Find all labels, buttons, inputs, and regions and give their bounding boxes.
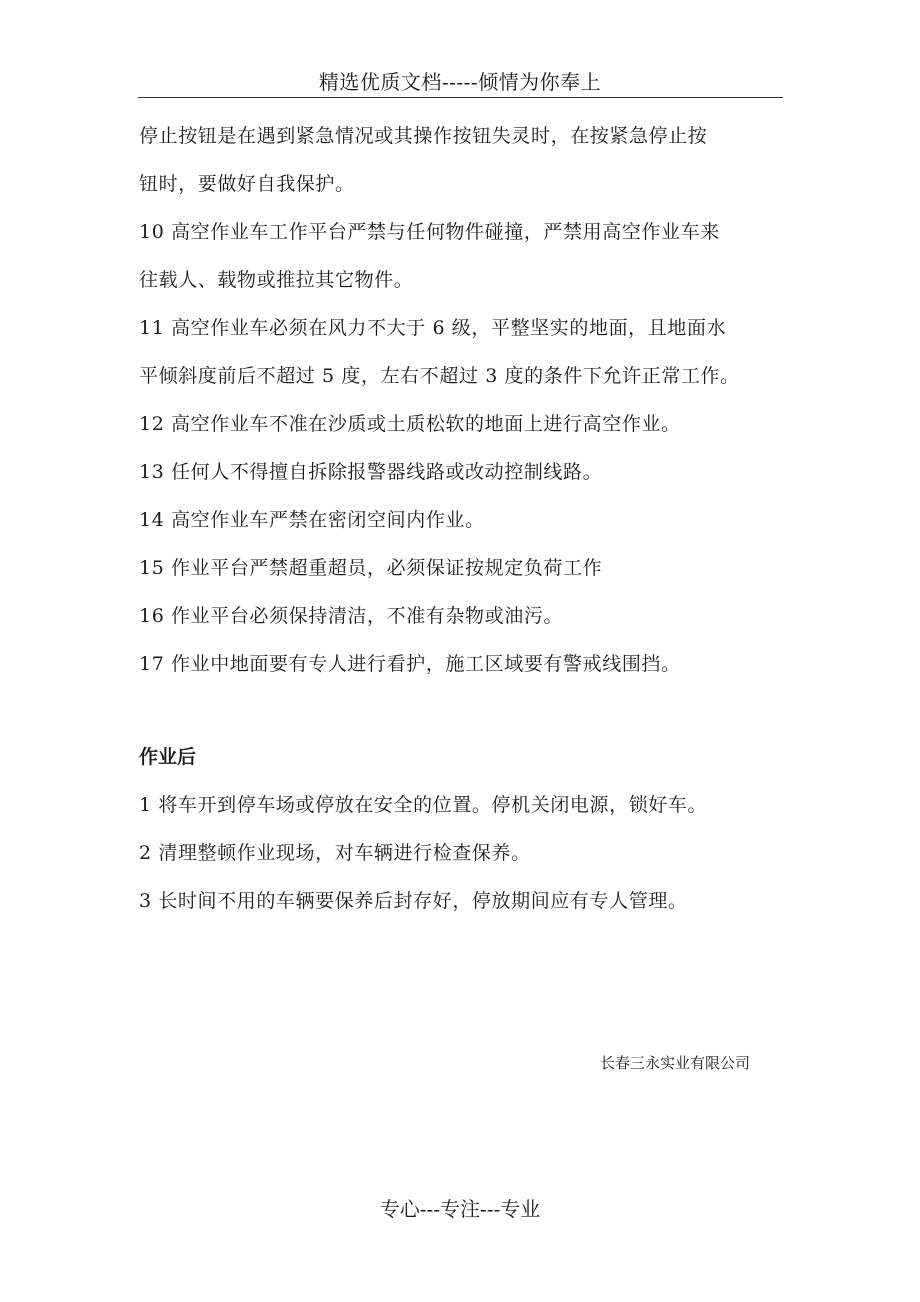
text-line: 往载人、载物或推拉其它物件。	[139, 269, 414, 291]
text-line: 14 高空作业车严禁在密闭空间内作业。	[139, 509, 485, 531]
text-line: 15 作业平台严禁超重超员，必须保证按规定负荷工作	[139, 557, 603, 579]
text-line: 2 清理整顿作业现场，对车辆进行检查保养。	[139, 842, 531, 864]
header-divider	[138, 97, 783, 98]
text-line: 停止按钮是在遇到紧急情况或其操作按钮失灵时，在按紧急停止按	[139, 125, 708, 147]
text-line: 13 任何人不得擅自拆除报警器线路或改动控制线路。	[139, 461, 603, 483]
text-line: 16 作业平台必须保持清洁，不准有杂物或油污。	[139, 605, 564, 627]
document-body	[139, 117, 799, 930]
section-title: 作业后	[139, 746, 197, 768]
text-line: 11 高空作业车必须在风力不大于 6 级，平整坚实的地面，且地面水	[139, 317, 727, 339]
text-line: 钮时，要做好自我保护。	[139, 173, 355, 195]
text-line: 平倾斜度前后不超过 5 度，左右不超过 3 度的条件下允许正常工作。	[139, 365, 740, 387]
text-line: 1 将车开到停车场或停放在安全的位置。停机关闭电源，锁好车。	[139, 794, 708, 816]
text-line: 17 作业中地面要有专人进行看护，施工区域要有警戒线围挡。	[139, 653, 681, 675]
text-line: 10 高空作业车工作平台严禁与任何物件碰撞，严禁用高空作业车来	[139, 221, 720, 243]
text-line: 12 高空作业车不准在沙质或土质松软的地面上进行高空作业。	[139, 413, 681, 435]
page-header: 精选优质文档-----倾情为你奉上	[318, 70, 602, 94]
text-line: 3 长时间不用的车辆要保养后封存好，停放期间应有专人管理。	[139, 890, 688, 912]
paragraph-gap	[139, 693, 799, 738]
page-footer: 专心---专注---专业	[379, 1197, 541, 1221]
company-name: 长春三永实业有限公司	[599, 1054, 750, 1072]
